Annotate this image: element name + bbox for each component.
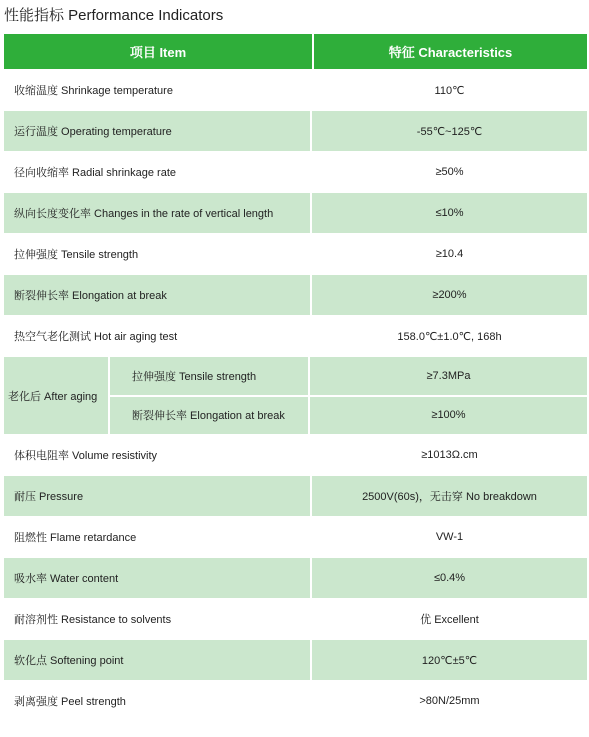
aging-subrows [110,357,587,434]
aging-group-label: 老化后 After aging [4,357,110,434]
row-label: 热空气老化测试 Hot air aging test [4,316,312,356]
row-label: 拉伸强度 Tensile strength [4,234,312,274]
row-label: 体积电阻率 Volume resistivity [4,435,312,475]
aging-sub-label: 拉伸强度 Tensile strength [110,357,310,395]
row-label: 耐溶剂性 Resistance to solvents [4,599,312,639]
table-row [4,599,587,640]
header-characteristics: 特征 Characteristics [388,45,513,60]
table-row [4,640,587,681]
row-label: 径向收缩率 Radial shrinkage rate [4,152,312,192]
row-value: -55℃~125℃ [416,125,483,138]
row-label: 阻燃性 Flame retardance [4,517,312,557]
table-row [4,111,587,152]
aging-sub-label: 断裂伸长率 Elongation at break [110,397,310,435]
row-value: ≥200% [432,289,467,301]
row-label: 耐压 Pressure [4,476,312,516]
row-value: 优 Excellent [420,614,479,626]
row-value: >80N/25mm [419,695,480,707]
table-row [4,152,587,193]
row-label: 断裂伸长率 Elongation at break [4,275,312,315]
row-value: 120℃±5℃ [421,654,478,667]
table-row [4,517,587,558]
aging-sub-value: ≥7.3MPa [426,369,471,382]
row-label: 吸水率 Water content [4,558,312,598]
table-row [4,275,587,316]
row-value: 2500V(60s)，无击穿 No breakdown [362,491,537,503]
table-row [4,681,587,722]
row-label: 纵向长度变化率 Changes in the rate of vertical length [4,193,312,233]
row-label: 软化点 Softening point [4,640,312,680]
table-row [4,316,587,357]
row-label: 剥离强度 Peel strength [4,681,312,721]
row-value: ≥1013Ω.cm [421,449,478,461]
row-value: ≥50% [435,166,464,178]
row-label: 收缩温度 Shrinkage temperature [4,70,312,110]
row-value: ≤0.4% [433,572,466,584]
after-aging-group [4,357,587,435]
performance-table [4,34,587,722]
page-title: 性能指标 Performance Indicators [4,7,224,24]
table-header [4,34,587,70]
row-value: ≤10% [435,207,464,219]
table-row [4,234,587,275]
table-row [4,476,587,517]
row-label: 运行温度 Operating temperature [4,111,312,151]
row-value: ≥10.4 [435,248,464,260]
table-row [4,558,587,599]
aging-subrow [110,395,587,435]
row-value: 110℃ [434,84,465,97]
table-row [4,193,587,234]
table-row [4,70,587,111]
aging-sub-value: ≥100% [431,409,466,422]
row-value: 158.0℃±1.0℃, 168h [397,330,502,343]
header-item: 项目 Item [4,34,314,69]
row-value: VW-1 [435,531,464,543]
aging-subrow [110,357,587,395]
table-row [4,435,587,476]
